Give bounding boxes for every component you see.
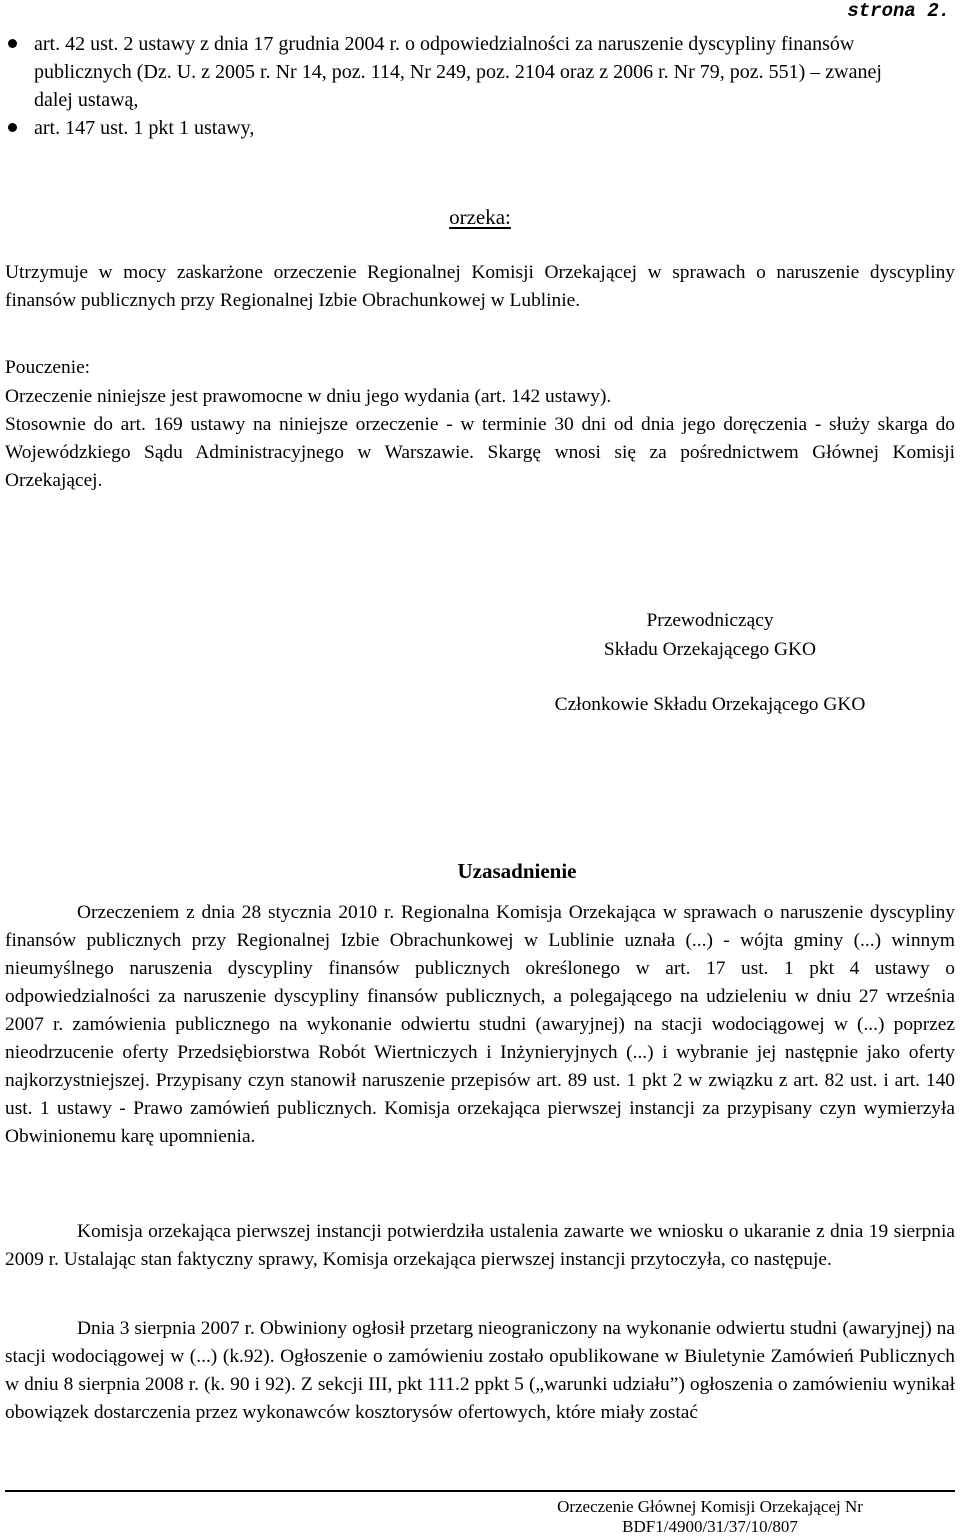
instruction-heading: Pouczenie: (5, 357, 91, 378)
footer-reference: Orzeczenie Głównej Komisji Orzekającej Nr BDF1/4900/31/37/10/807 (557, 1497, 863, 1536)
bullet-icon (8, 123, 17, 132)
chair-title: Przewodniczący (646, 610, 774, 631)
instruction-paragraph: Stosownie do art. 169 ustawy na niniejsze orzeczenie - w terminie 30 dni od dnia jego doręczenia - służy skarga do Wojewódzkiego Sądu Administracyjnego w Warszawie. Skargę wnosi się za pośrednictwem Głównej Komisji Orzekającej. (5, 414, 955, 491)
list-item (0, 30, 960, 114)
chair-panel: Składu Orzekającego GKO (603, 639, 817, 660)
list-item-text: art. 147 ust. 1 pkt 1 ustawy, (34, 117, 255, 139)
bullet-icon (8, 39, 17, 48)
instruction-line: Orzeczenie niniejsze jest prawomocne w dniu jego wydania (art. 142 ustawy). (5, 386, 612, 407)
legal-basis-list (0, 30, 960, 142)
justification-paragraph-2: Komisja orzekająca pierwszej instancji potwierdziła ustalenia zawarte we wniosku o ukaranie z dnia 19 sierpnia 2009 r. Ustalając stan faktyczny sprawy, Komisja orzekająca pierwszej instancji przytoczyła, co następuje. (5, 1221, 955, 1270)
decision-text: Utrzymuje w mocy zaskarżone orzeczenie Regionalnej Komisji Orzekającej w sprawach o naruszenie dyscypliny finansów publicznych przy Regionalnej Izbie Obrachunkowej w Lublinie. (5, 262, 955, 311)
decision-heading: orzeka: (449, 205, 511, 229)
page-number-label: strona 2. (847, 0, 950, 22)
justification-paragraph-3: Dnia 3 sierpnia 2007 r. Obwiniony ogłosił przetarg nieograniczony na wykonanie odwiertu studni (awaryjnej) na stacji wodociągowej w (...) (k.92). Ogłoszenie o zamówieniu zostało opublikowane w Biuletynie Zamówień Publicznych w dniu 8 sierpnia 2008 r. (k. 90 i 92). Z sekcji III, pkt 111.2 ppkt 5 („warunki udziału”) ogłoszenia o zamówieniu wynikał obowiązek dostarczenia przez wykonawców kosztorysów ofertowych, które miały zostać (5, 1318, 955, 1423)
justification-paragraph-1: Orzeczeniem z dnia 28 stycznia 2010 r. Regionalna Komisja Orzekająca w sprawach o naruszenie dyscypliny finansów publicznych przy Regionalnej Izbie Obrachunkowej w Lublinie uznała (...) - wójta gminy (...) winnym nieumyślnego naruszenia dyscypliny finansów publicznych określonego w art. 17 ust. 1 pkt 4 ustawy o odpowiedzialności za naruszenie dyscypliny finansów publicznych, a polegającego na udzieleniu w dniu 27 września 2007 r. zamówienia publicznego na wykonanie odwiertu studni (awaryjnej) na stacji wodociągowej w (...) poprzez nieodrzucenie oferty Przedsiębiorstwa Robót Wiertniczych i Inżynieryjnych (...) i wybranie jej następnie jako oferty najkorzystniejszej. Przypisany czyn stanowił naruszenie przepisów art. 89 ust. 1 pkt 2 w związku z art. 82 ust. i art. 140 ust. 1 ustawy - Prawo zamówień publicznych. Komisja orzekająca pierwszej instancji za przypisany czyn wymierzyła Obwinionemu karę upomnienia. (5, 902, 955, 1147)
list-item-text: art. 42 ust. 2 ustawy z dnia 17 grudnia 2004 r. o odpowiedzialności za naruszenie dyscypliny finansów publicznych (Dz. U. z 2005 r. Nr 14, poz. 114, Nr 249, poz. 2104 oraz z 2006 r. Nr 79, poz. 551) – zwanej dalej ustawą, (34, 33, 882, 111)
panel-members: Członkowie Składu Orzekającego GKO (554, 694, 866, 715)
list-item (0, 114, 960, 142)
justification-heading: Uzasadnienie (457, 859, 577, 883)
footer-divider (5, 1490, 955, 1492)
